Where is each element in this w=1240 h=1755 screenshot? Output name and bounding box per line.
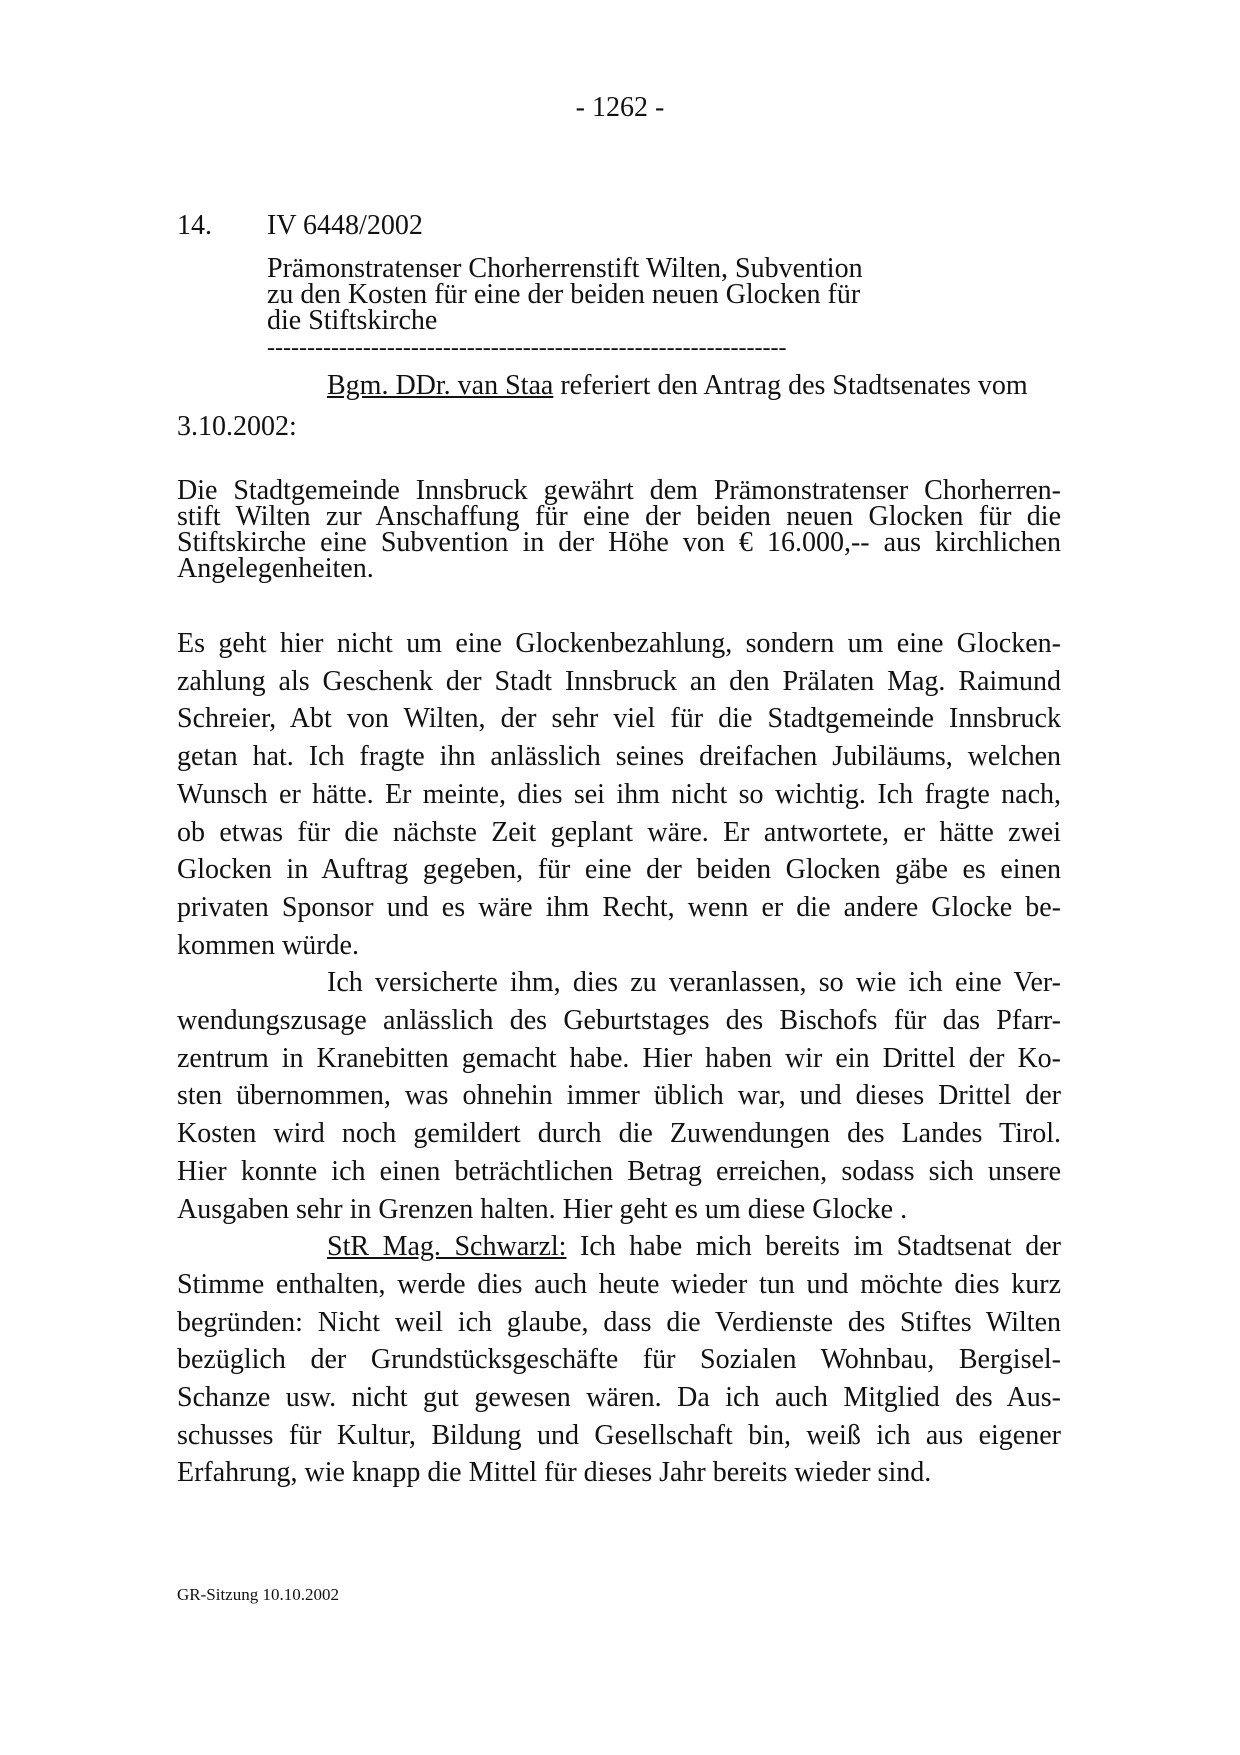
speech-line: Glocken in Auftrag gegeben, für eine der beiden Glocken gäbe es einen xyxy=(177,854,1061,886)
motion-line: stift Wilten zur Anschaffung für eine der beiden neuen Glocken für die xyxy=(177,501,1061,532)
agenda-item-number: 14. xyxy=(177,210,212,241)
page-footer: GR-Sitzung 10.10.2002 xyxy=(177,1585,339,1604)
speaker-name: StR Mag. Schwarzl: xyxy=(327,1231,567,1263)
separator-line: ----------------------------------------------------------------- xyxy=(267,335,787,361)
speech-line: Kosten wird noch gemildert durch die Zuwendungen des Landes Tirol. xyxy=(177,1118,1061,1150)
speech-line: kommen würde. xyxy=(177,929,359,961)
speech-line: Ausgaben sehr in Grenzen halten. Hier geht es um diese Glocke . xyxy=(177,1193,908,1225)
speech-line: Hier konnte ich einen beträchtlichen Betrag erreichen, sodass sich unsere xyxy=(177,1155,1061,1187)
speech-line: zahlung als Geschenk der Stadt Innsbruck an den Prälaten Mag. Raimund xyxy=(177,665,1061,697)
speech-line: sten übernommen, was ohnehin immer üblich war, und dieses Drittel der xyxy=(177,1080,1061,1112)
page-number: - 1262 - xyxy=(575,92,665,123)
speech-line: schusses für Kultur, Bildung und Gesellschaft bin, weiß ich aus eigener xyxy=(177,1419,1061,1451)
speech-line xyxy=(177,1228,1061,1266)
speech-line: wendungszusage anlässlich des Geburtstages des Bischofs für das Pfarr- xyxy=(177,1005,1061,1037)
speech-line: zentrum in Kranebitten gemacht habe. Hier haben wir ein Drittel der Ko- xyxy=(177,1042,1061,1074)
motion-line: Angelegenheiten. xyxy=(177,553,374,584)
speech-line: begründen: Nicht weil ich glaube, dass die Verdienste des Stiftes Wilten xyxy=(177,1306,1061,1338)
speech-line: bezüglich der Grundstücksgeschäfte für Sozialen Wohnbau, Bergisel- xyxy=(177,1344,1061,1376)
speech-line: Wunsch er hätte. Er meinte, dies sei ihm nicht so wichtig. Ich fragte nach, xyxy=(177,778,1061,810)
speech-line: Es geht hier nicht um eine Glockenbezahlung, sondern um eine Glocken- xyxy=(177,628,1061,659)
title-line: Prämonstratenser Chorherrenstift Wilten, Subvention xyxy=(267,253,863,284)
speech-line: getan hat. Ich fragte ihn anlässlich seines dreifachen Jubiläums, welchen xyxy=(177,741,1061,773)
speaker-name: Bgm. DDr. van Staa xyxy=(327,370,554,401)
speech-line: Schanze usw. nicht gut gewesen wären. Da ich auch Mitglied des Aus- xyxy=(177,1382,1061,1414)
title-line: die Stiftskirche xyxy=(267,305,438,336)
speech-text-fragment: Ich habe mich bereits im Stadtsenat der xyxy=(566,1231,1061,1263)
speech-line: Stimme enthalten, werde dies auch heute wieder tun und möchte dies kurz xyxy=(177,1268,1061,1300)
intro-date: 3.10.2002: xyxy=(177,411,297,442)
speech-line: Schreier, Abt von Wilten, der sehr viel für die Stadtgemeinde Innsbruck xyxy=(177,703,1061,735)
speech-line: privaten Sponsor und es wäre ihm Recht, wenn er die andere Glocke be- xyxy=(177,891,1061,923)
motion-line: Die Stadtgemeinde Innsbruck gewährt dem Prämonstratenser Chorherren- xyxy=(177,475,1061,506)
intro-paragraph xyxy=(177,370,1061,402)
intro-text: referiert den Antrag des Stadtsenates vom xyxy=(553,370,1028,401)
title-line: zu den Kosten für eine der beiden neuen Glocken für xyxy=(267,279,861,310)
motion-text xyxy=(177,475,1061,584)
speech-line: Ich versicherte ihm, dies zu veranlassen, so wie ich eine Ver- xyxy=(327,967,1061,999)
agenda-item-reference: IV 6448/2002 xyxy=(267,210,423,241)
speech-text xyxy=(177,625,1061,1492)
agenda-item-title xyxy=(267,253,947,336)
motion-line: Stiftskirche eine Subvention in der Höhe von € 16.000,-- aus kirchlichen xyxy=(177,527,1061,558)
speech-line: ob etwas für die nächste Zeit geplant wäre. Er antwortete, er hätte zwei xyxy=(177,816,1061,848)
speech-line: Erfahrung, wie knapp die Mittel für dieses Jahr bereits wieder sind. xyxy=(177,1457,932,1489)
